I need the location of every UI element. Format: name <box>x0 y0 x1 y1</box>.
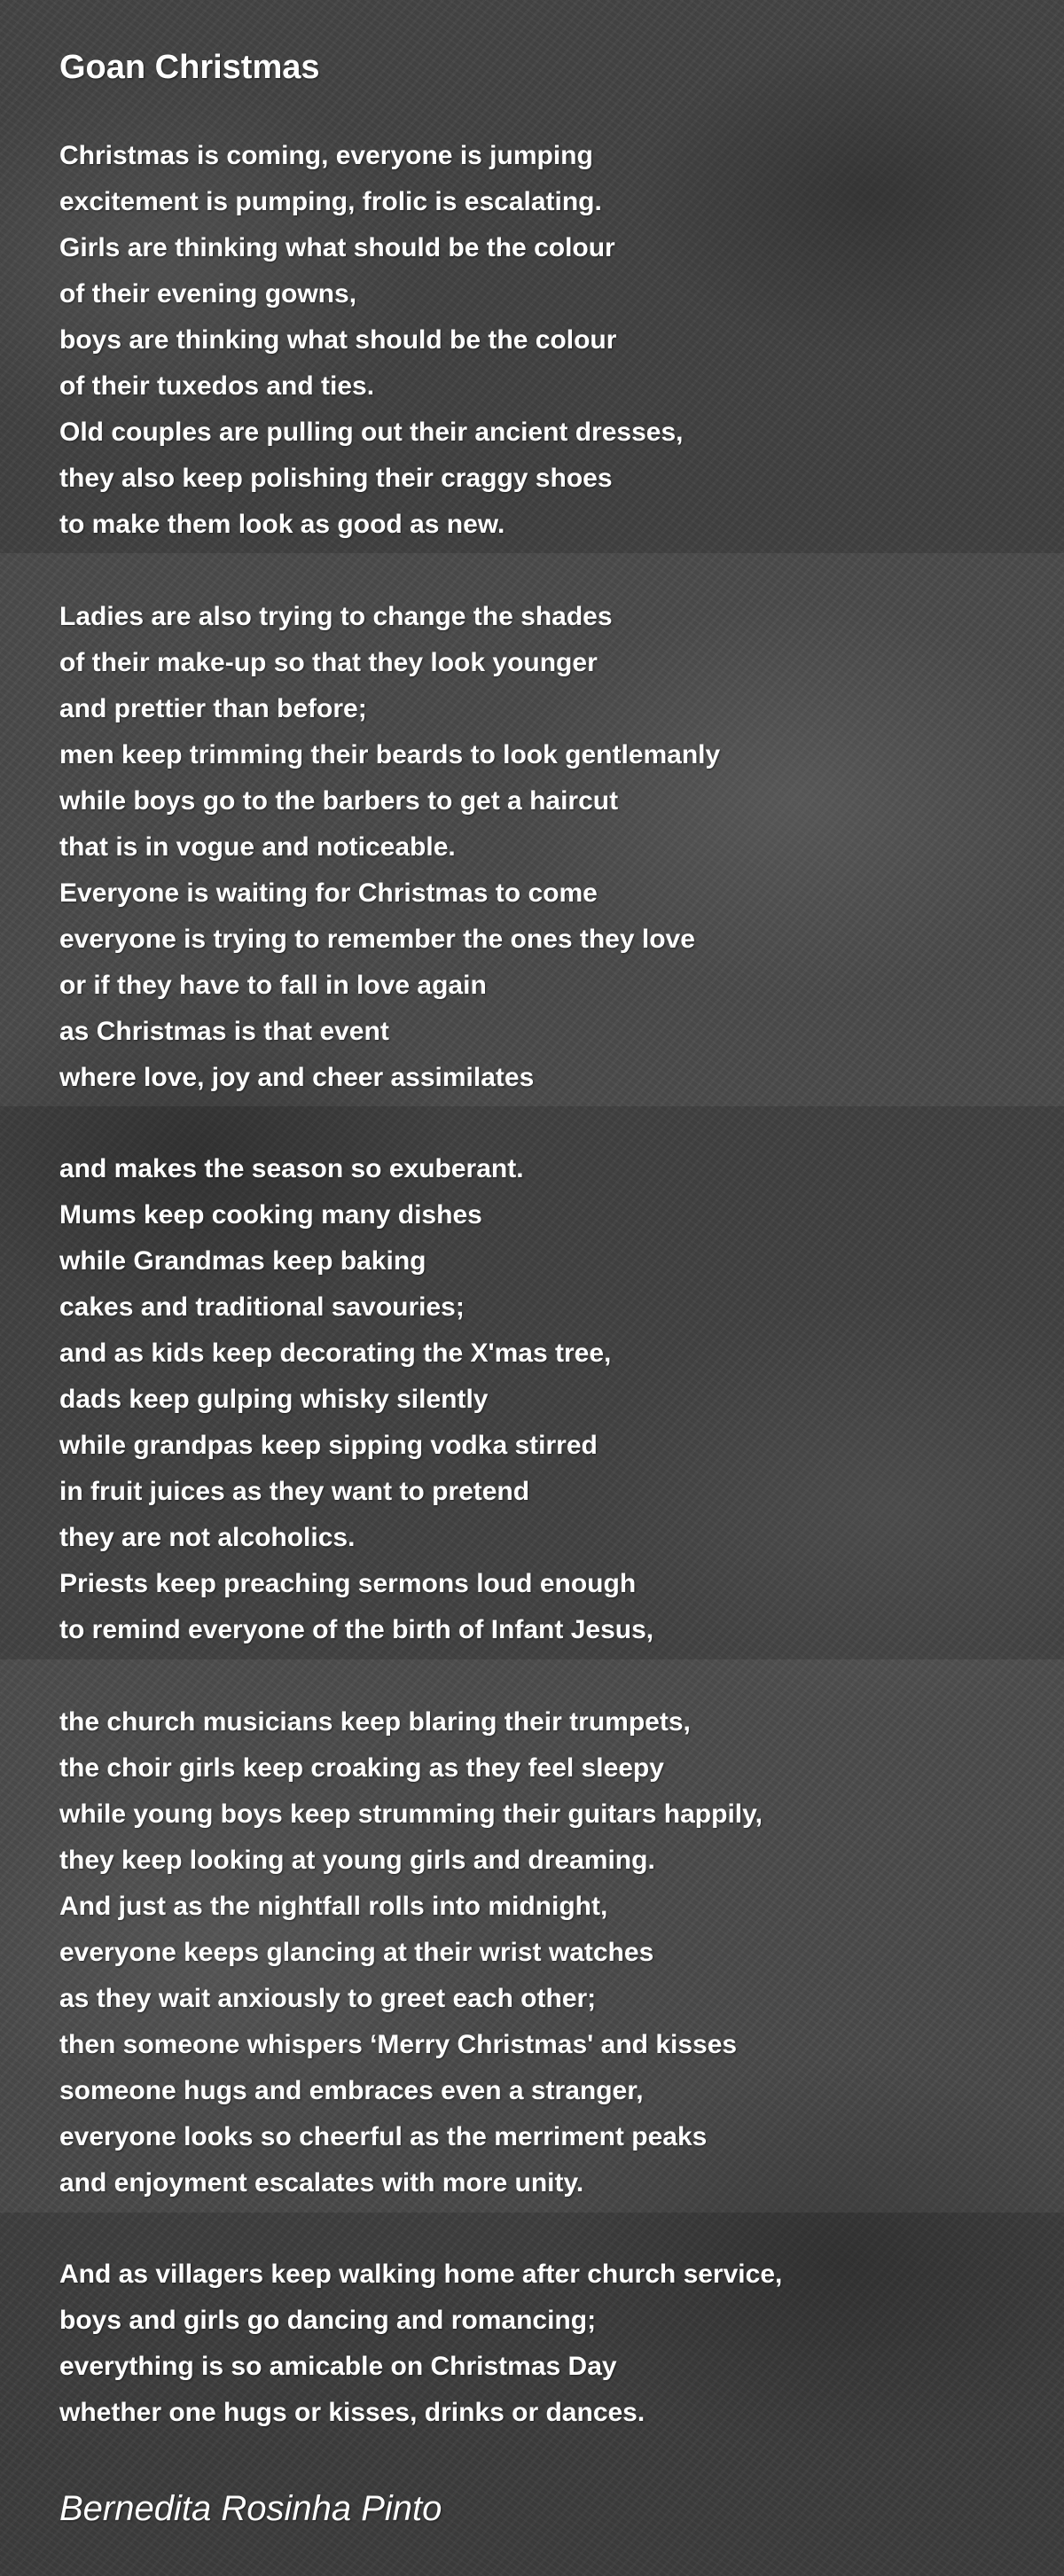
stanza-5 <box>59 2252 782 2436</box>
poem-line: Girls are thinking what should be the colour <box>59 233 615 262</box>
poem-title: Goan Christmas <box>59 49 320 86</box>
poem-line: that is in vogue and noticeable. <box>59 832 456 862</box>
poem-line: the church musicians keep blaring their trumpets, <box>59 1707 691 1737</box>
poem-line: while grandpas keep sipping vodka stirred <box>59 1431 598 1460</box>
poem-line: cakes and traditional savouries; <box>59 1292 465 1322</box>
poem-line: And as villagers keep walking home after church service, <box>59 2260 783 2289</box>
poem-line: of their make-up so that they look younger <box>59 648 598 677</box>
stanza-1 <box>59 133 684 548</box>
poem-line: Mums keep cooking many dishes <box>59 1200 482 1229</box>
poem-line: excitement is pumping, frolic is escalating. <box>59 187 602 216</box>
poem-line: whether one hugs or kisses, drinks or dances. <box>59 2398 645 2427</box>
poem-line: boys and girls go dancing and romancing; <box>59 2306 597 2335</box>
stanza-3 <box>59 1146 653 1653</box>
poem-line: to make them look as good as new. <box>59 510 505 539</box>
poem-line: they are not alcoholics. <box>59 1523 356 1552</box>
poem-line: boys are thinking what should be the colour <box>59 325 617 355</box>
poem-line: Old couples are pulling out their ancient dresses, <box>59 418 684 447</box>
poem-line: the choir girls keep croaking as they feel sleepy <box>59 1753 664 1783</box>
poem-line: someone hugs and embraces even a stranger, <box>59 2076 644 2105</box>
poem-line: where love, joy and cheer assimilates <box>59 1063 535 1092</box>
poem-line: then someone whispers ‘Merry Christmas' and kisses <box>59 2030 738 2059</box>
poem-line: everyone keeps glancing at their wrist watches <box>59 1938 654 1967</box>
poem-line: everyone looks so cheerful as the merriment peaks <box>59 2122 708 2151</box>
poem-line: as Christmas is that event <box>59 1017 389 1046</box>
poem-line: everything is so amicable on Christmas Day <box>59 2352 617 2381</box>
poem-line: and as kids keep decorating the X'mas tree, <box>59 1339 612 1368</box>
poem-line: as they wait anxiously to greet each other; <box>59 1984 597 2013</box>
poem-line: while Grandmas keep baking <box>59 1246 426 1276</box>
stanza-2 <box>59 594 720 1101</box>
poem-line: and enjoyment escalates with more unity. <box>59 2168 584 2197</box>
poem-line: dads keep gulping whisky silently <box>59 1385 489 1414</box>
poem-line: to remind everyone of the birth of Infant Jesus, <box>59 1615 654 1644</box>
poem-line: Priests keep preaching sermons loud enough <box>59 1569 637 1598</box>
poem-line: while young boys keep strumming their guitars happily, <box>59 1799 763 1829</box>
poem-author: Bernedita Rosinha Pinto <box>59 2489 442 2528</box>
poem-line: men keep trimming their beards to look gentlemanly <box>59 740 721 769</box>
poem-line: Christmas is coming, everyone is jumping <box>59 141 593 170</box>
poem-line: while boys go to the barbers to get a haircut <box>59 786 619 816</box>
poem-line: of their evening gowns, <box>59 279 357 308</box>
poem-line: And just as the nightfall rolls into midnight, <box>59 1892 608 1921</box>
poem-line: Everyone is waiting for Christmas to come <box>59 878 598 908</box>
poem-line: everyone is trying to remember the ones they love <box>59 925 695 954</box>
poem-line: they keep looking at young girls and dreaming. <box>59 1846 655 1875</box>
poem-line: of their tuxedos and ties. <box>59 371 375 401</box>
poem-line: or if they have to fall in love again <box>59 971 487 1000</box>
poem-line: they also keep polishing their craggy shoes <box>59 464 613 493</box>
poem-line: in fruit juices as they want to pretend <box>59 1477 530 1506</box>
poem-line: and prettier than before; <box>59 694 367 723</box>
stanza-4 <box>59 1699 763 2206</box>
poem-line: Ladies are also trying to change the shades <box>59 602 613 631</box>
poem-line: and makes the season so exuberant. <box>59 1154 524 1183</box>
